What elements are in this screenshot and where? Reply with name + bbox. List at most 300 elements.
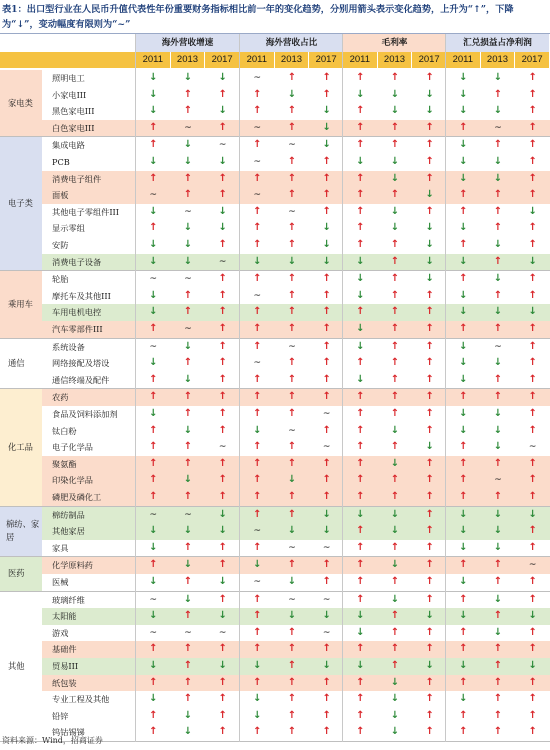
down-arrow-icon: ↓ [459, 373, 468, 385]
year-header: 2017 [205, 52, 239, 68]
up-arrow-icon: ↑ [459, 643, 468, 655]
up-arrow-icon: ↑ [493, 323, 503, 334]
up-arrow-icon: ↑ [459, 391, 468, 403]
up-arrow-icon: ↑ [425, 139, 434, 151]
up-arrow-icon: ↑ [528, 408, 537, 419]
down-arrow-icon: ↓ [149, 541, 158, 553]
up-arrow-icon: ↑ [528, 340, 537, 352]
down-arrow-icon: ↓ [425, 273, 434, 285]
up-arrow-icon: ↑ [183, 88, 193, 100]
flat-tilde-icon: ~ [288, 425, 296, 436]
up-arrow-icon: ↑ [322, 189, 331, 201]
down-arrow-icon: ↓ [149, 408, 158, 419]
industry-label: 汽车零部件III [52, 324, 103, 334]
table-row [42, 103, 550, 120]
industry-label: 通信终端及配件 [52, 374, 110, 385]
flat-tilde-icon: ~ [149, 274, 158, 285]
up-arrow-icon: ↑ [459, 239, 468, 250]
industry-label: 食品及饲料添加剂 [52, 409, 118, 419]
up-arrow-icon: ↑ [425, 373, 434, 385]
up-arrow-icon: ↑ [253, 474, 262, 486]
down-arrow-icon: ↓ [253, 709, 262, 721]
up-arrow-icon: ↑ [253, 593, 262, 605]
down-arrow-icon: ↓ [253, 693, 262, 705]
flat-tilde-icon: ~ [218, 140, 227, 151]
down-arrow-icon: ↓ [183, 474, 193, 486]
down-arrow-icon: ↓ [493, 541, 503, 553]
flat-tilde-icon: ~ [288, 140, 296, 151]
up-arrow-icon: ↑ [528, 541, 537, 553]
down-arrow-icon: ↓ [459, 156, 468, 167]
down-arrow-icon: ↓ [356, 88, 365, 100]
table-row [42, 288, 550, 305]
up-arrow-icon: ↑ [528, 474, 537, 486]
up-arrow-icon: ↑ [425, 559, 434, 571]
up-arrow-icon: ↑ [253, 139, 262, 151]
industry-label: 小家电III [52, 89, 87, 100]
up-arrow-icon: ↑ [287, 323, 297, 334]
down-arrow-icon: ↓ [493, 408, 503, 419]
up-arrow-icon: ↑ [183, 357, 193, 369]
table-row [42, 708, 550, 725]
up-arrow-icon: ↑ [287, 72, 297, 83]
up-arrow-icon: ↑ [183, 105, 193, 117]
up-arrow-icon: ↑ [425, 156, 434, 167]
table-row [42, 339, 550, 356]
flat-tilde-icon: ~ [322, 627, 331, 638]
down-arrow-icon: ↓ [149, 88, 158, 100]
down-arrow-icon: ↓ [493, 72, 503, 83]
up-arrow-icon: ↑ [528, 323, 537, 334]
up-arrow-icon: ↑ [253, 306, 262, 318]
up-arrow-icon: ↑ [390, 373, 400, 385]
up-arrow-icon: ↑ [425, 541, 434, 553]
flat-tilde-icon: ~ [494, 341, 502, 352]
up-arrow-icon: ↑ [287, 726, 297, 738]
flat-tilde-icon: ~ [288, 594, 296, 605]
up-arrow-icon: ↑ [459, 676, 468, 688]
up-arrow-icon: ↑ [390, 626, 400, 638]
industry-label: 太阳能 [52, 611, 77, 622]
down-arrow-icon: ↓ [528, 660, 537, 671]
up-arrow-icon: ↑ [356, 424, 365, 436]
up-arrow-icon: ↑ [287, 441, 297, 453]
up-arrow-icon: ↑ [183, 391, 193, 403]
up-arrow-icon: ↑ [253, 373, 262, 385]
up-arrow-icon: ↑ [356, 205, 365, 217]
flat-tilde-icon: ~ [149, 627, 158, 638]
down-arrow-icon: ↓ [183, 340, 193, 352]
down-arrow-icon: ↓ [459, 541, 468, 553]
flat-tilde-icon: ~ [494, 122, 502, 133]
flat-tilde-icon: ~ [253, 358, 262, 369]
down-arrow-icon: ↓ [459, 306, 468, 318]
year-header: 2017 [309, 52, 343, 68]
flat-tilde-icon: ~ [253, 122, 262, 133]
table-row [42, 372, 550, 389]
up-arrow-icon: ↑ [390, 323, 400, 334]
down-arrow-icon: ↓ [183, 525, 193, 537]
up-arrow-icon: ↑ [356, 121, 365, 133]
up-arrow-icon: ↑ [459, 121, 468, 133]
up-arrow-icon: ↑ [322, 323, 331, 334]
flat-tilde-icon: ~ [218, 256, 227, 267]
down-arrow-icon: ↓ [183, 726, 193, 738]
up-arrow-icon: ↑ [528, 172, 537, 184]
industry-label: 纸包装 [52, 677, 77, 688]
down-arrow-icon: ↓ [459, 660, 468, 671]
table-row [42, 204, 550, 221]
down-arrow-icon: ↓ [356, 340, 365, 352]
down-arrow-icon: ↓ [493, 156, 503, 167]
up-arrow-icon: ↑ [390, 541, 400, 553]
down-arrow-icon: ↓ [356, 323, 365, 334]
up-arrow-icon: ↑ [528, 289, 537, 301]
industry-label: 化学原料药 [52, 560, 93, 571]
up-arrow-icon: ↑ [287, 289, 297, 301]
industry-label: 其他家居 [52, 526, 85, 537]
down-arrow-icon: ↓ [493, 424, 503, 436]
down-arrow-icon: ↓ [390, 205, 400, 217]
up-arrow-icon: ↑ [390, 408, 400, 419]
down-arrow-icon: ↓ [390, 559, 400, 571]
down-arrow-icon: ↓ [425, 222, 434, 234]
down-arrow-icon: ↓ [356, 273, 365, 285]
industry-label: 玻璃纤维 [52, 594, 85, 605]
up-arrow-icon: ↑ [218, 121, 227, 133]
up-arrow-icon: ↑ [459, 205, 468, 217]
year-header: 2011 [136, 52, 170, 68]
up-arrow-icon: ↑ [390, 289, 400, 301]
down-arrow-icon: ↓ [149, 357, 158, 369]
industry-label: 安防 [52, 240, 69, 250]
flat-tilde-icon: ~ [218, 442, 227, 453]
down-arrow-icon: ↓ [322, 139, 331, 151]
up-arrow-icon: ↑ [425, 643, 434, 655]
up-arrow-icon: ↑ [253, 610, 262, 622]
down-arrow-icon: ↓ [322, 660, 331, 671]
down-arrow-icon: ↓ [287, 255, 297, 267]
down-arrow-icon: ↓ [356, 610, 365, 622]
down-arrow-icon: ↓ [390, 676, 400, 688]
down-arrow-icon: ↓ [218, 576, 227, 587]
down-arrow-icon: ↓ [459, 88, 468, 100]
up-arrow-icon: ↑ [322, 357, 331, 369]
down-arrow-icon: ↓ [287, 525, 297, 537]
up-arrow-icon: ↑ [218, 643, 227, 655]
table-row [42, 724, 550, 741]
category-label: 化工品 [0, 389, 42, 505]
down-arrow-icon: ↓ [493, 357, 503, 369]
down-arrow-icon: ↓ [528, 508, 537, 520]
up-arrow-icon: ↑ [528, 709, 537, 721]
up-arrow-icon: ↑ [528, 121, 537, 133]
up-arrow-icon: ↑ [183, 676, 193, 688]
up-arrow-icon: ↑ [390, 441, 400, 453]
up-arrow-icon: ↑ [356, 525, 365, 537]
up-arrow-icon: ↑ [356, 576, 365, 587]
up-arrow-icon: ↑ [390, 391, 400, 403]
industry-label: 其他电子零组件III [52, 206, 120, 217]
down-arrow-icon: ↓ [390, 593, 400, 605]
up-arrow-icon: ↑ [253, 205, 262, 217]
column-divider [342, 34, 343, 742]
down-arrow-icon: ↓ [218, 222, 227, 234]
industry-label: 印染化学品 [52, 475, 93, 486]
industry-label: 电子化学品 [52, 442, 93, 453]
down-arrow-icon: ↓ [425, 660, 434, 671]
up-arrow-icon: ↑ [493, 660, 503, 671]
column-divider [239, 34, 240, 742]
down-arrow-icon: ↓ [356, 626, 365, 638]
up-arrow-icon: ↑ [218, 373, 227, 385]
up-arrow-icon: ↑ [287, 491, 297, 502]
down-arrow-icon: ↓ [390, 457, 400, 469]
up-arrow-icon: ↑ [356, 593, 365, 605]
up-arrow-icon: ↑ [425, 474, 434, 486]
up-arrow-icon: ↑ [287, 156, 297, 167]
down-arrow-icon: ↓ [149, 72, 158, 83]
group-header: 毛利率 [343, 34, 446, 52]
up-arrow-icon: ↑ [183, 693, 193, 705]
industry-label: 集成电路 [52, 140, 85, 151]
up-arrow-icon: ↑ [253, 391, 262, 403]
flat-tilde-icon: ~ [253, 73, 262, 83]
flat-tilde-icon: ~ [322, 409, 331, 419]
up-arrow-icon: ↑ [528, 88, 537, 100]
table-row [42, 154, 550, 171]
up-arrow-icon: ↑ [218, 408, 227, 419]
up-arrow-icon: ↑ [322, 72, 331, 83]
down-arrow-icon: ↓ [218, 525, 227, 537]
up-arrow-icon: ↑ [528, 626, 537, 638]
down-arrow-icon: ↓ [459, 576, 468, 587]
up-arrow-icon: ↑ [390, 491, 400, 502]
table-row [42, 456, 550, 473]
up-arrow-icon: ↑ [218, 340, 227, 352]
flat-tilde-icon: ~ [288, 341, 296, 352]
up-arrow-icon: ↑ [287, 273, 297, 285]
industry-label: 照明电工 [52, 73, 85, 83]
group-header: 海外营收增速 [136, 34, 239, 52]
category-label: 家电类 [0, 70, 42, 136]
flat-tilde-icon: ~ [184, 627, 192, 638]
up-arrow-icon: ↑ [493, 289, 503, 301]
up-arrow-icon: ↑ [322, 576, 331, 587]
down-arrow-icon: ↓ [459, 72, 468, 83]
up-arrow-icon: ↑ [253, 643, 262, 655]
up-arrow-icon: ↑ [253, 172, 262, 184]
flat-tilde-icon: ~ [184, 324, 192, 334]
category-label: 其他 [0, 592, 42, 741]
down-arrow-icon: ↓ [493, 508, 503, 520]
up-arrow-icon: ↑ [390, 239, 400, 250]
up-arrow-icon: ↑ [322, 391, 331, 403]
down-arrow-icon: ↓ [459, 139, 468, 151]
down-arrow-icon: ↓ [149, 205, 158, 217]
up-arrow-icon: ↑ [183, 189, 193, 201]
down-arrow-icon: ↓ [183, 222, 193, 234]
down-arrow-icon: ↓ [425, 441, 434, 453]
up-arrow-icon: ↑ [183, 576, 193, 587]
table-row [42, 423, 550, 440]
up-arrow-icon: ↑ [425, 357, 434, 369]
up-arrow-icon: ↑ [528, 424, 537, 436]
down-arrow-icon: ↓ [183, 593, 193, 605]
up-arrow-icon: ↑ [322, 726, 331, 738]
up-arrow-icon: ↑ [253, 222, 262, 234]
down-arrow-icon: ↓ [183, 559, 193, 571]
down-arrow-icon: ↓ [183, 709, 193, 721]
flat-tilde-icon: ~ [253, 577, 262, 587]
up-arrow-icon: ↑ [356, 491, 365, 502]
up-arrow-icon: ↑ [322, 474, 331, 486]
down-arrow-icon: ↓ [253, 660, 262, 671]
up-arrow-icon: ↑ [390, 255, 400, 267]
up-arrow-icon: ↑ [218, 676, 227, 688]
up-arrow-icon: ↑ [459, 457, 468, 469]
industry-label: 医械 [52, 577, 69, 587]
up-arrow-icon: ↑ [356, 222, 365, 234]
up-arrow-icon: ↑ [322, 88, 331, 100]
down-arrow-icon: ↓ [390, 156, 400, 167]
up-arrow-icon: ↑ [356, 693, 365, 705]
down-arrow-icon: ↓ [183, 72, 193, 83]
up-arrow-icon: ↑ [218, 172, 227, 184]
flat-tilde-icon: ~ [149, 341, 158, 352]
industry-label: PCB [52, 157, 70, 167]
up-arrow-icon: ↑ [287, 357, 297, 369]
up-arrow-icon: ↑ [183, 491, 193, 502]
up-arrow-icon: ↑ [356, 357, 365, 369]
down-arrow-icon: ↓ [287, 576, 297, 587]
down-arrow-icon: ↓ [459, 424, 468, 436]
down-arrow-icon: ↓ [390, 88, 400, 100]
year-header: 2013 [378, 52, 412, 68]
table-row [42, 406, 550, 423]
down-arrow-icon: ↓ [356, 508, 365, 520]
down-arrow-icon: ↓ [493, 239, 503, 250]
up-arrow-icon: ↑ [356, 239, 365, 250]
down-arrow-icon: ↓ [183, 424, 193, 436]
up-arrow-icon: ↑ [287, 373, 297, 385]
down-arrow-icon: ↓ [390, 525, 400, 537]
table-row [42, 641, 550, 658]
industry-label: 铅锌 [52, 710, 69, 721]
up-arrow-icon: ↑ [149, 709, 158, 721]
table-row [42, 220, 550, 237]
table-row [42, 120, 550, 137]
up-arrow-icon: ↑ [528, 105, 537, 117]
up-arrow-icon: ↑ [459, 441, 468, 453]
industry-label: 消费电子设备 [52, 256, 102, 267]
year-header: 2013 [481, 52, 515, 68]
industry-label: 聚氨酯 [52, 458, 77, 469]
up-arrow-icon: ↑ [322, 693, 331, 705]
up-arrow-icon: ↑ [287, 709, 297, 721]
up-arrow-icon: ↑ [218, 424, 227, 436]
up-arrow-icon: ↑ [218, 593, 227, 605]
flat-tilde-icon: ~ [149, 509, 158, 520]
up-arrow-icon: ↑ [459, 491, 468, 502]
down-arrow-icon: ↓ [356, 255, 365, 267]
up-arrow-icon: ↑ [390, 660, 400, 671]
up-arrow-icon: ↑ [287, 676, 297, 688]
up-arrow-icon: ↑ [390, 340, 400, 352]
table-row [42, 592, 550, 609]
up-arrow-icon: ↑ [287, 693, 297, 705]
table-row [42, 507, 550, 524]
down-arrow-icon: ↓ [493, 306, 503, 318]
header-blank [0, 52, 135, 68]
up-arrow-icon: ↑ [356, 408, 365, 419]
up-arrow-icon: ↑ [390, 139, 400, 151]
up-arrow-icon: ↑ [493, 693, 503, 705]
up-arrow-icon: ↑ [253, 239, 262, 250]
up-arrow-icon: ↑ [356, 172, 365, 184]
up-arrow-icon: ↑ [149, 424, 158, 436]
up-arrow-icon: ↑ [287, 391, 297, 403]
down-arrow-icon: ↓ [459, 289, 468, 301]
up-arrow-icon: ↑ [425, 626, 434, 638]
up-arrow-icon: ↑ [493, 709, 503, 721]
down-arrow-icon: ↓ [356, 289, 365, 301]
down-arrow-icon: ↓ [322, 121, 331, 133]
up-arrow-icon: ↑ [528, 156, 537, 167]
up-arrow-icon: ↑ [253, 408, 262, 419]
up-arrow-icon: ↑ [425, 172, 434, 184]
up-arrow-icon: ↑ [183, 541, 193, 553]
up-arrow-icon: ↑ [493, 391, 503, 403]
up-arrow-icon: ↑ [149, 457, 158, 469]
up-arrow-icon: ↑ [287, 626, 297, 638]
year-header: 2017 [515, 52, 549, 68]
up-arrow-icon: ↑ [425, 693, 434, 705]
table-row [42, 608, 550, 625]
table-row [42, 439, 550, 456]
up-arrow-icon: ↑ [322, 156, 331, 167]
up-arrow-icon: ↑ [322, 373, 331, 385]
down-arrow-icon: ↓ [390, 424, 400, 436]
up-arrow-icon: ↑ [528, 239, 537, 250]
up-arrow-icon: ↑ [149, 139, 158, 151]
up-arrow-icon: ↑ [149, 323, 158, 334]
up-arrow-icon: ↑ [390, 610, 400, 622]
up-arrow-icon: ↑ [528, 693, 537, 705]
up-arrow-icon: ↑ [493, 88, 503, 100]
down-arrow-icon: ↓ [390, 693, 400, 705]
up-arrow-icon: ↑ [253, 541, 262, 553]
table-row [42, 574, 550, 591]
up-arrow-icon: ↑ [493, 457, 503, 469]
year-header: 2013 [275, 52, 309, 68]
down-arrow-icon: ↓ [493, 626, 503, 638]
up-arrow-icon: ↑ [425, 121, 434, 133]
up-arrow-icon: ↑ [183, 306, 193, 318]
industry-label: 车用电机电控 [52, 307, 102, 318]
up-arrow-icon: ↑ [425, 676, 434, 688]
up-arrow-icon: ↑ [218, 559, 227, 571]
up-arrow-icon: ↑ [425, 205, 434, 217]
up-arrow-icon: ↑ [493, 205, 503, 217]
up-arrow-icon: ↑ [218, 391, 227, 403]
down-arrow-icon: ↓ [493, 441, 503, 453]
down-arrow-icon: ↓ [459, 508, 468, 520]
up-arrow-icon: ↑ [218, 323, 227, 334]
up-arrow-icon: ↑ [149, 726, 158, 738]
up-arrow-icon: ↑ [493, 139, 503, 151]
industry-label: 农药 [52, 392, 69, 403]
